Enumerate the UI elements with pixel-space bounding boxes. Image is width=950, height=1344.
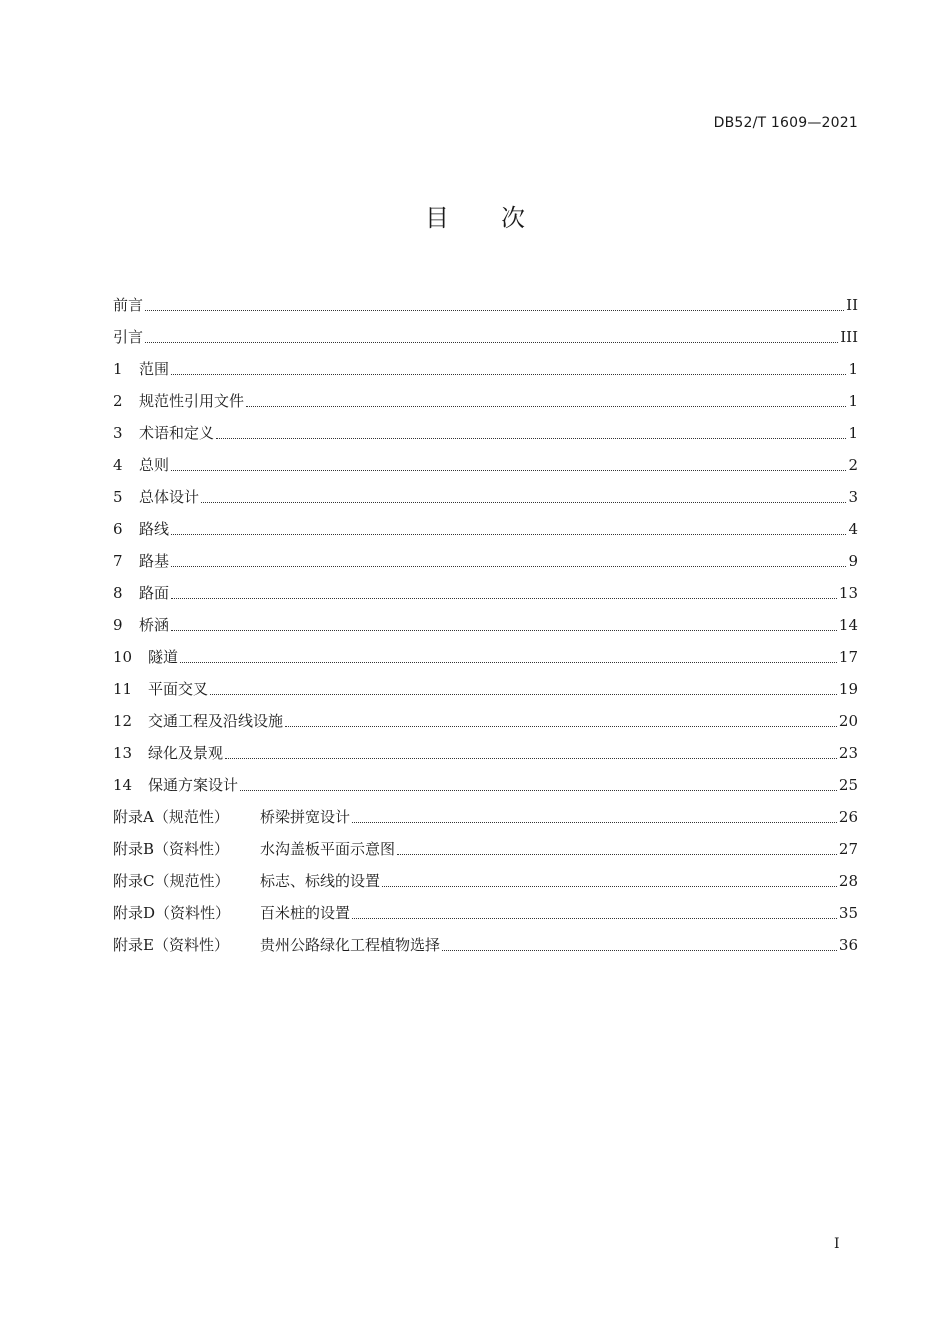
toc-number: 1: [113, 360, 123, 378]
toc-number: 12: [113, 712, 133, 730]
toc-label: 桥涵: [139, 616, 170, 634]
toc-page: 20: [838, 712, 858, 730]
toc-entry[interactable]: [113, 574, 858, 606]
toc-label: 贵州公路绿化工程植物选择: [260, 936, 441, 954]
toc-appendix-entry[interactable]: [113, 830, 858, 862]
toc-number: 4: [113, 456, 123, 474]
toc-label: 保通方案设计: [148, 776, 239, 794]
toc-label: 桥梁拼宽设计: [260, 808, 351, 826]
dot-leader: [171, 565, 846, 567]
toc-page: 2: [848, 456, 858, 474]
dot-leader: [352, 821, 837, 823]
toc-appendix-entry[interactable]: [113, 862, 858, 894]
toc-number: 10: [113, 648, 133, 666]
toc-entry[interactable]: [113, 286, 858, 318]
page-number: I: [834, 1236, 840, 1252]
dot-leader: [201, 501, 846, 503]
toc-page: 1: [848, 424, 858, 442]
table-of-contents: [113, 286, 858, 958]
dot-leader: [285, 725, 837, 727]
toc-entry[interactable]: [113, 542, 858, 574]
toc-label: 路基: [139, 552, 170, 570]
dot-leader: [171, 533, 846, 535]
toc-page: 26: [838, 808, 858, 826]
toc-number: 6: [113, 520, 123, 538]
toc-appendix-number: 附录D（资料性）: [113, 904, 231, 922]
toc-label: 路面: [139, 584, 170, 602]
toc-appendix-entry[interactable]: [113, 894, 858, 926]
toc-entry[interactable]: [113, 734, 858, 766]
toc-label: 总体设计: [139, 488, 200, 506]
toc-page: 35: [838, 904, 858, 922]
dot-leader: [397, 853, 837, 855]
toc-entry[interactable]: [113, 638, 858, 670]
toc-entry[interactable]: [113, 350, 858, 382]
toc-number: 5: [113, 488, 123, 506]
toc-number: 3: [113, 424, 123, 442]
dot-leader: [171, 469, 846, 471]
toc-entry[interactable]: [113, 414, 858, 446]
toc-number: 14: [113, 776, 133, 794]
toc-entry[interactable]: [113, 478, 858, 510]
page-title: 目次: [425, 204, 577, 232]
toc-label: 总则: [139, 456, 170, 474]
toc-number: 2: [113, 392, 123, 410]
toc-page: III: [840, 328, 858, 346]
toc-page: 23: [838, 744, 858, 762]
toc-label: 路线: [139, 520, 170, 538]
toc-entry[interactable]: [113, 766, 858, 798]
toc-appendix-number: 附录C（规范性）: [113, 872, 230, 890]
dot-leader: [246, 405, 846, 407]
toc-label: 前言: [113, 296, 144, 314]
dot-leader: [240, 789, 837, 791]
toc-number: 8: [113, 584, 123, 602]
toc-appendix-entry[interactable]: [113, 798, 858, 830]
toc-appendix-number: 附录E（资料性）: [113, 936, 229, 954]
toc-entry[interactable]: [113, 702, 858, 734]
toc-entry[interactable]: [113, 446, 858, 478]
toc-entry[interactable]: [113, 670, 858, 702]
toc-appendix-entry[interactable]: [113, 926, 858, 958]
toc-label: 隧道: [148, 648, 179, 666]
toc-page: 4: [848, 520, 858, 538]
toc-entry[interactable]: [113, 382, 858, 414]
toc-label: 百米桩的设置: [260, 904, 351, 922]
toc-page: 9: [848, 552, 858, 570]
toc-label: 平面交叉: [148, 680, 209, 698]
toc-appendix-number: 附录A（规范性）: [113, 808, 229, 826]
toc-label: 交通工程及沿线设施: [148, 712, 284, 730]
toc-label: 范围: [139, 360, 170, 378]
toc-page: 3: [848, 488, 858, 506]
toc-entry[interactable]: [113, 606, 858, 638]
toc-label: 规范性引用文件: [139, 392, 245, 410]
dot-leader: [442, 949, 837, 951]
toc-label: 绿化及景观: [148, 744, 224, 762]
toc-entry[interactable]: [113, 318, 858, 350]
toc-page: 19: [838, 680, 858, 698]
dot-leader: [171, 373, 846, 375]
toc-number: 11: [113, 680, 133, 698]
dot-leader: [382, 885, 837, 887]
toc-label: 引言: [113, 328, 144, 346]
toc-number: 13: [113, 744, 133, 762]
toc-page: 17: [838, 648, 858, 666]
dot-leader: [171, 629, 837, 631]
dot-leader: [210, 693, 837, 695]
toc-label: 标志、标线的设置: [260, 872, 381, 890]
dot-leader: [216, 437, 846, 439]
toc-page: 28: [838, 872, 858, 890]
toc-page: 25: [838, 776, 858, 794]
dot-leader: [145, 341, 838, 343]
toc-page: 13: [838, 584, 858, 602]
toc-page: 1: [848, 392, 858, 410]
dot-leader: [180, 661, 837, 663]
toc-number: 9: [113, 616, 123, 634]
toc-page: II: [846, 296, 858, 314]
toc-label: 水沟盖板平面示意图: [260, 840, 396, 858]
toc-label: 术语和定义: [139, 424, 215, 442]
toc-page: 36: [838, 936, 858, 954]
toc-appendix-number: 附录B（资料性）: [113, 840, 230, 858]
dot-leader: [145, 309, 844, 311]
toc-number: 7: [113, 552, 123, 570]
toc-page: 1: [848, 360, 858, 378]
toc-page: 14: [838, 616, 858, 634]
dot-leader: [352, 917, 837, 919]
toc-entry[interactable]: [113, 510, 858, 542]
toc-page: 27: [838, 840, 858, 858]
standard-code: DB52/T 1609—2021: [713, 115, 858, 131]
dot-leader: [225, 757, 837, 759]
dot-leader: [171, 597, 837, 599]
